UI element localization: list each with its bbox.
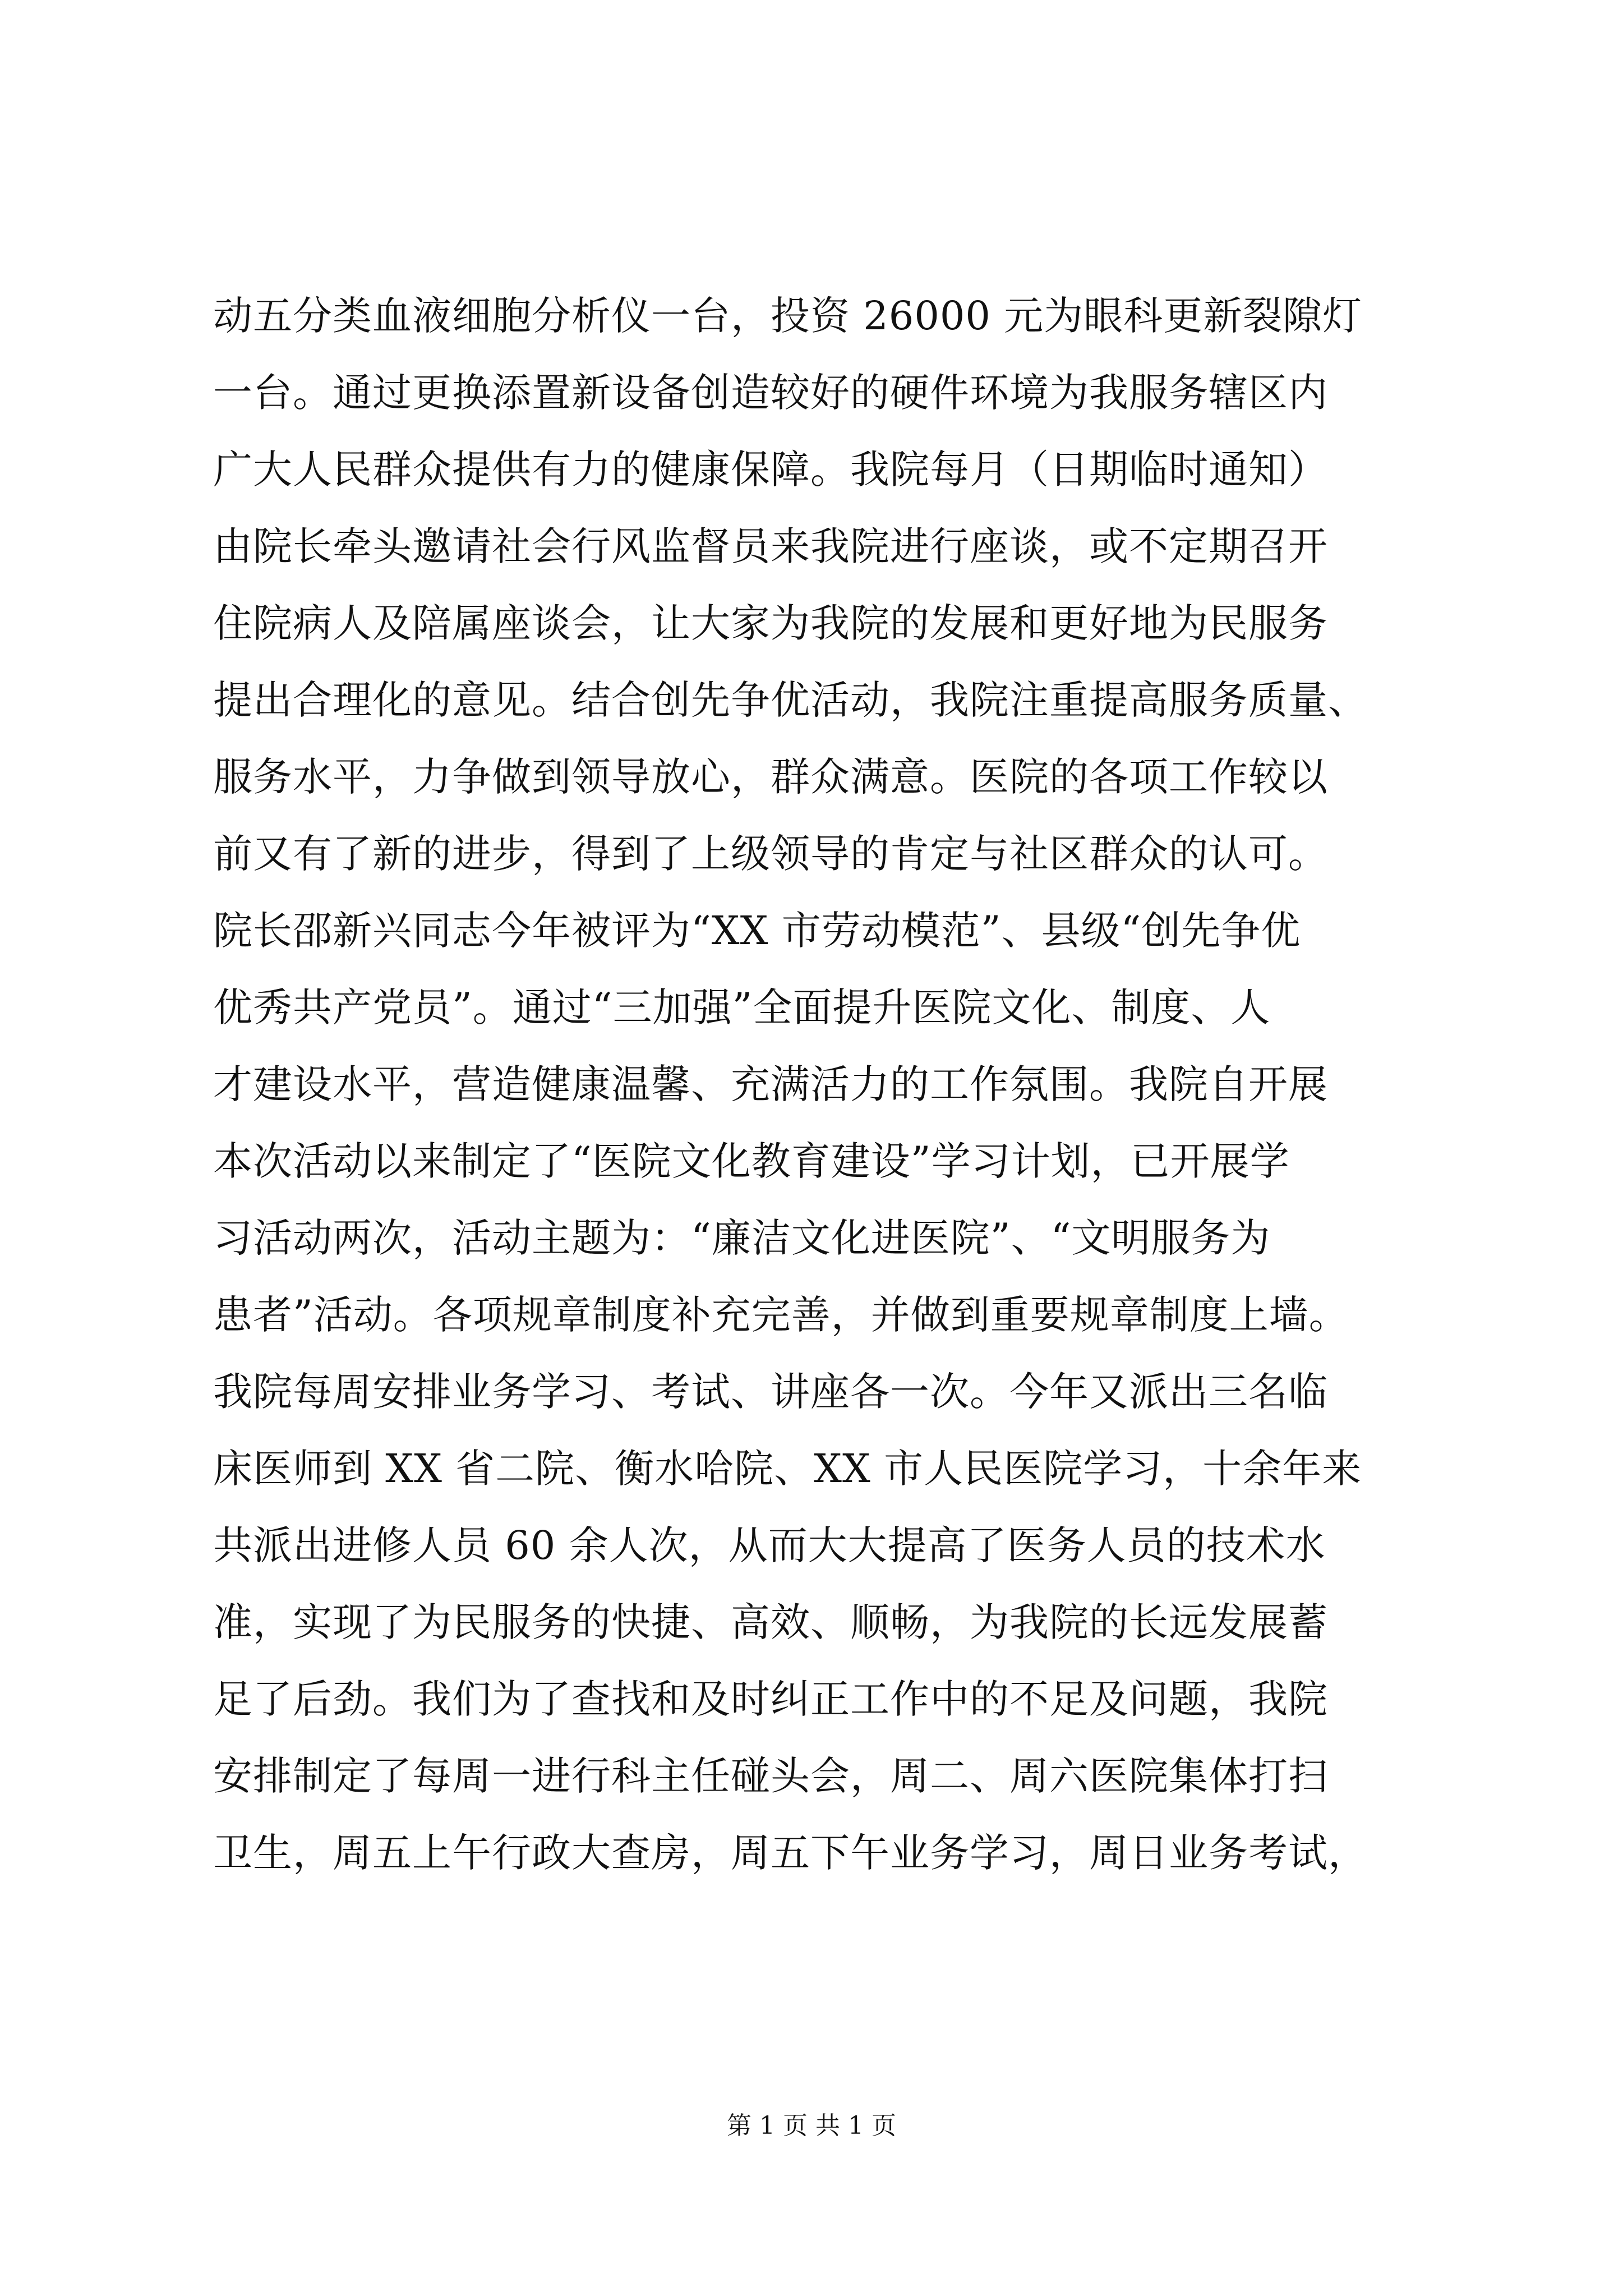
text-line-21: 卫生，周五上午行政大查房，周五下午业务学习，周日业务考试， (213, 1830, 1368, 1876)
text-line-14: 患者”活动。各项规章制度补充完善，并做到重要规章制度上墙。 (213, 1292, 1349, 1338)
text-line-2: 一台。通过更换添置新设备创造较好的硬件环境为我服务辖区内 (213, 370, 1328, 416)
text-line-11: 才建设水平，营造健康温馨、充满活力的工作氛围。我院自开展 (213, 1061, 1328, 1107)
text-line-7: 服务水平，力争做到领导放心，群众满意。医院的各项工作较以 (213, 754, 1328, 800)
text-line-20: 安排制定了每周一进行科主任碰头会，周二、周六医院集体打扫 (213, 1753, 1328, 1799)
text-line-1: 动五分类血液细胞分析仪一台，投资 26000 元为眼科更新裂隙灯 (213, 293, 1363, 339)
text-line-5: 住院病人及陪属座谈会，让大家为我院的发展和更好地为民服务 (213, 600, 1328, 646)
text-line-15: 我院每周安排业务学习、考试、讲座各一次。今年又派出三名临 (213, 1369, 1328, 1415)
text-line-3: 广大人民群众提供有力的健康保障。我院每月（日期临时通知） (213, 447, 1328, 493)
page-number-footer: 第 1 页 共 1 页 (727, 2111, 896, 2140)
text-line-13: 习活动两次，活动主题为：“廉洁文化进医院”、“文明服务为 (213, 1215, 1271, 1261)
body-paragraph (213, 278, 1413, 1892)
text-line-10: 优秀共产党员”。通过“三加强”全面提升医院文化、制度、人 (213, 984, 1271, 1030)
text-line-17: 共派出进修人员 60 余人次，从而大大提高了医务人员的技术水 (213, 1522, 1326, 1568)
text-line-19: 足了后劲。我们为了查找和及时纠正工作中的不足及问题，我院 (213, 1676, 1328, 1722)
text-line-9: 院长邵新兴同志今年被评为“XX 市劳动模范”、县级“创先争优 (213, 908, 1301, 954)
text-line-16: 床医师到 XX 省二院、衡水哈院、XX 市人民医院学习，十余年来 (213, 1446, 1362, 1492)
text-line-6: 提出合理化的意见。结合创先争优活动，我院注重提高服务质量、 (213, 677, 1368, 723)
text-line-8: 前又有了新的进步，得到了上级领导的肯定与社区群众的认可。 (213, 831, 1328, 877)
text-line-12: 本次活动以来制定了“医院文化教育建设”学习计划，已开展学 (213, 1138, 1290, 1184)
text-line-4: 由院长牵头邀请社会行风监督员来我院进行座谈，或不定期召开 (213, 523, 1328, 569)
text-line-18: 准，实现了为民服务的快捷、高效、顺畅，为我院的长远发展蓄 (213, 1599, 1328, 1645)
